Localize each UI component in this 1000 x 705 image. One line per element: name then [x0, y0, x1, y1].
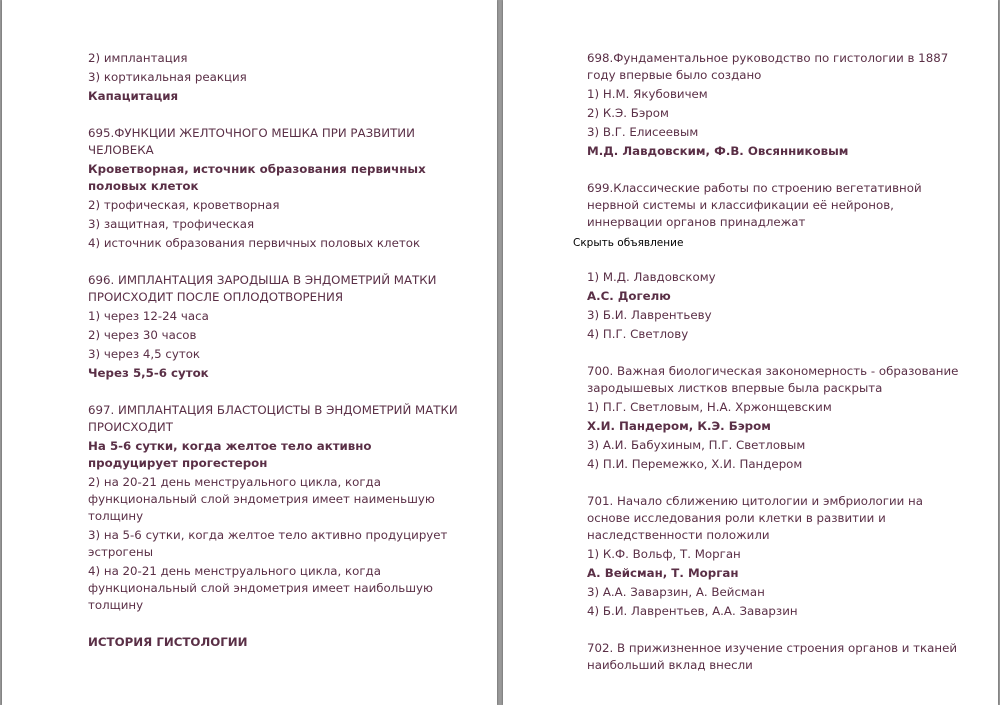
question-702: 702. В прижизненное изучение строения органов и тканей наибольший вклад внесли: [587, 641, 958, 672]
option-text: 3) А.И. Бабухиным, П.Г. Светловым: [587, 438, 806, 452]
spacer: [88, 384, 458, 402]
option-text: 4) источник образования первичных половых клеток: [88, 236, 421, 250]
option-text: 3) защитная, трофическая: [88, 217, 255, 231]
option-text: 2) на 20-21 день менструального цикла, когда функциональный слой эндометрия имеет наименьшую толщину: [88, 475, 435, 523]
right-column: [587, 50, 967, 676]
correct-answer: Капацитация: [88, 89, 179, 103]
option-text: 3) В.Г. Елисеевым: [587, 125, 699, 139]
option-text: 4) на 20-21 день менструального цикла, когда функциональный слой эндометрия имеет наибольшую толщину: [88, 564, 433, 612]
spacer: [88, 616, 458, 634]
option-text: 1) К.Ф. Вольф, Т. Морган: [587, 547, 741, 561]
option-text: 4) П.Г. Светлову: [587, 327, 689, 341]
document-page-left: [2, 0, 497, 705]
correct-answer: Х.И. Пандером, К.Э. Бэром: [587, 419, 771, 433]
correct-answer: На 5-6 сутки, когда желтое тело активно продуцирует прогестерон: [88, 439, 372, 470]
spacer: [587, 345, 967, 363]
option-text: 4) П.И. Перемежко, Х.И. Пандером: [587, 457, 803, 471]
section-title: ИСТОРИЯ ГИСТОЛОГИИ: [88, 635, 248, 649]
question-697: 697. ИМПЛАНТАЦИЯ БЛАСТОЦИСТЫ В ЭНДОМЕТРИЙ МАТКИ ПРОИСХОДИТ: [88, 403, 458, 434]
question-696: 696. ИМПЛАНТАЦИЯ ЗАРОДЫША В ЭНДОМЕТРИЙ МАТКИ ПРОИСХОДИТ ПОСЛЕ ОПЛОДОТВОРЕНИЯ: [88, 273, 437, 304]
option-text: 1) через 12-24 часа: [88, 309, 209, 323]
spacer: [587, 162, 967, 180]
question-695: 695.ФУНКЦИИ ЖЕЛТОЧНОГО МЕШКА ПРИ РАЗВИТИИ ЧЕЛОВЕКА: [88, 126, 415, 157]
option-text: 1) М.Д. Лавдовскому: [587, 270, 716, 284]
option-text: 2) трофическая, кроветворная: [88, 198, 280, 212]
spacer: [88, 254, 458, 272]
hide-ad-link[interactable]: Скрыть объявление: [573, 237, 684, 249]
correct-answer: А. Вейсман, Т. Морган: [587, 566, 739, 580]
correct-answer: М.Д. Лавдовским, Ф.В. Овсянниковым: [587, 144, 849, 158]
question-699: 699.Классические работы по строению вегетативной нервной системы и классификации её нейронов, иннервации органов принадлежат: [587, 181, 922, 229]
correct-answer: Кроветворная, источник образования первичных половых клеток: [88, 162, 426, 193]
correct-answer: Через 5,5-6 суток: [88, 366, 209, 380]
question-700: 700. Важная биологическая закономерность - образование зародышевых листков впервые была раскрыта: [587, 364, 959, 395]
option-text: 2) через 30 часов: [88, 328, 197, 342]
option-text: 3) кортикальная реакция: [88, 70, 247, 84]
option-text: 2) К.Э. Бэром: [587, 106, 669, 120]
spacer: [587, 475, 967, 493]
question-701: 701. Начало сближению цитологии и эмбриологии на основе исследования роли клетки в развитии и наследственности положили: [587, 494, 923, 542]
spacer: [587, 622, 967, 640]
option-text: 3) Б.И. Лаврентьеву: [587, 308, 712, 322]
option-text: 4) Б.И. Лаврентьев, А.А. Заварзин: [587, 604, 798, 618]
option-text: 2) имплантация: [88, 51, 188, 65]
option-text: 3) А.А. Заварзин, А. Вейсман: [587, 585, 765, 599]
option-text: 1) П.Г. Светловым, Н.А. Хржонщевским: [587, 400, 832, 414]
document-page-right: [503, 0, 998, 705]
left-column: [88, 50, 458, 653]
option-text: 1) Н.М. Якубовичем: [587, 87, 708, 101]
option-text: 3) на 5-6 сутки, когда желтое тело активно продуцирует эстрогены: [88, 528, 448, 559]
question-698: 698.Фундаментальное руководство по гистологии в 1887 году впервые было создано: [587, 51, 949, 82]
option-text: 3) через 4,5 суток: [88, 347, 201, 361]
correct-answer: А.С. Догелю: [587, 289, 671, 303]
spacer: [88, 107, 458, 125]
